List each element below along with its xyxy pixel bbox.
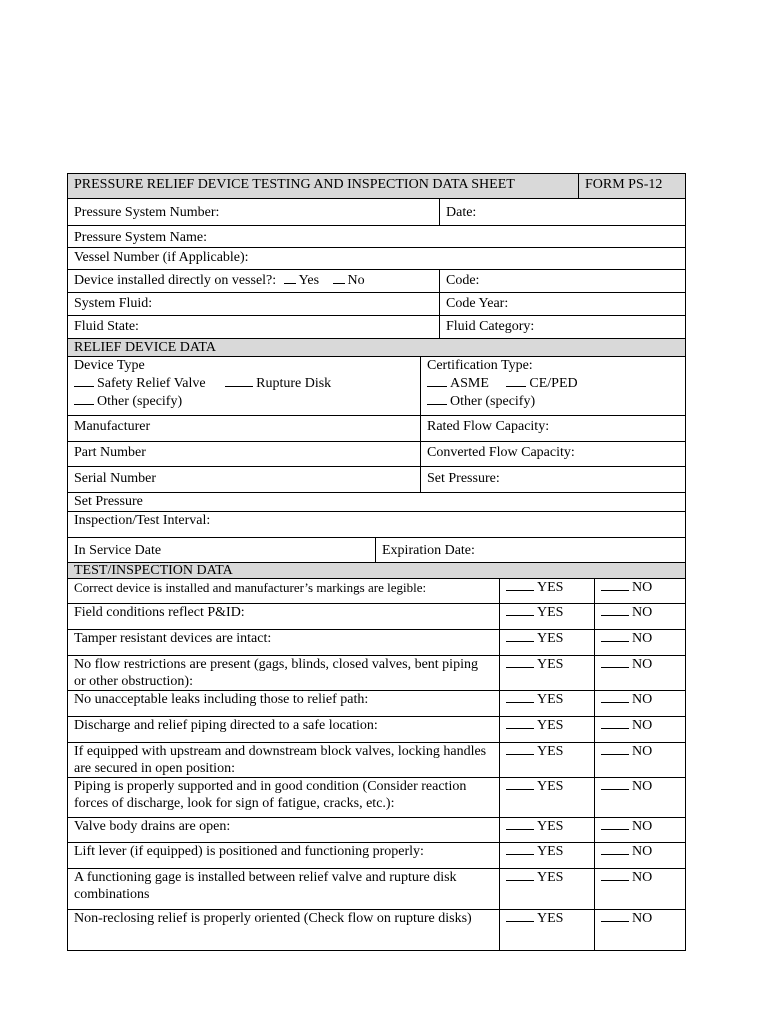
yes-checkbox[interactable] (499, 691, 594, 716)
no-answer-label: NO (632, 580, 653, 595)
no-answer-blank[interactable] (601, 879, 629, 881)
converted-flow-field[interactable]: Converted Flow Capacity: (420, 442, 685, 466)
serial-number-row (67, 467, 686, 493)
test-item-row (67, 604, 686, 630)
test-section-header (67, 563, 686, 579)
manufacturer-row (67, 416, 686, 442)
test-item-row (67, 818, 686, 843)
test-item-row (67, 778, 686, 818)
safety-relief-valve-option: Safety Relief Valve (97, 376, 206, 391)
yes-answer-label: YES (537, 779, 564, 794)
no-option: No (347, 273, 365, 288)
yes-answer-blank[interactable] (506, 753, 534, 755)
yes-checkbox[interactable] (499, 717, 594, 742)
no-answer-blank[interactable] (601, 853, 629, 855)
test-item-row (67, 843, 686, 869)
rupture-disk-blank[interactable] (225, 385, 253, 387)
test-item-row (67, 910, 686, 951)
yes-answer-blank[interactable] (506, 640, 534, 642)
device-type-label: Device Type (74, 358, 145, 373)
no-checkbox[interactable] (594, 743, 685, 777)
test-item-row (67, 717, 686, 743)
other-type-blank[interactable] (74, 403, 94, 405)
yes-checkbox[interactable] (499, 910, 594, 950)
yes-answer-blank[interactable] (506, 727, 534, 729)
test-item-row (67, 691, 686, 717)
test-section-title: TEST/INSPECTION DATA (74, 563, 233, 578)
test-item-row (67, 869, 686, 910)
manufacturer-field[interactable]: Manufacturer (74, 419, 151, 434)
ce-ped-blank[interactable] (506, 385, 526, 387)
fluid-state-row (67, 316, 686, 339)
no-answer-blank[interactable] (601, 727, 629, 729)
vessel-number-field[interactable]: Vessel Number (if Applicable): (74, 250, 249, 265)
yes-answer-label: YES (537, 580, 564, 595)
inspection-form (67, 173, 686, 951)
yes-option: Yes (298, 273, 320, 288)
test-item-text: Lift lever (if equipped) is positioned and functioning properly: (74, 844, 424, 859)
no-answer-label: NO (632, 718, 653, 733)
yes-checkbox[interactable] (499, 869, 594, 909)
rupture-disk-option: Rupture Disk (256, 376, 332, 391)
no-blank[interactable] (333, 282, 345, 284)
part-number-row (67, 442, 686, 467)
yes-answer-label: YES (537, 718, 564, 733)
no-checkbox[interactable] (594, 843, 685, 868)
form-title: PRESSURE RELIEF DEVICE TESTING AND INSPECTION DATA SHEET (74, 177, 515, 192)
set-pressure-field[interactable]: Set Pressure (74, 494, 143, 509)
asme-option: ASME (450, 376, 489, 391)
no-answer-blank[interactable] (601, 788, 629, 790)
no-answer-blank[interactable] (601, 701, 629, 703)
no-checkbox[interactable] (594, 910, 685, 950)
no-answer-blank[interactable] (601, 614, 629, 616)
ce-ped-option: CE/PED (529, 376, 578, 391)
no-answer-blank[interactable] (601, 640, 629, 642)
test-item-text: Valve body drains are open: (74, 819, 231, 834)
fluid-state-field[interactable]: Fluid State: (74, 319, 139, 334)
installed-on-vessel-field (68, 270, 439, 292)
yes-answer-label: YES (537, 870, 564, 885)
no-checkbox[interactable] (594, 579, 685, 603)
device-type-row (67, 357, 686, 416)
no-checkbox[interactable] (594, 604, 685, 629)
code-year-field[interactable]: Code Year: (439, 293, 685, 315)
system-name-field[interactable]: Pressure System Name: (74, 230, 207, 245)
in-service-date-field[interactable]: In Service Date (74, 543, 162, 558)
no-answer-label: NO (632, 631, 653, 646)
no-answer-label: NO (632, 844, 653, 859)
date-field[interactable]: Date: (439, 199, 685, 225)
certification-type-label: Certification Type: (427, 358, 533, 373)
serial-number-field[interactable]: Serial Number (74, 471, 157, 486)
expiration-date-field[interactable]: Expiration Date: (375, 538, 685, 562)
other-cert-option: Other (specify) (450, 394, 536, 409)
form-number: FORM PS-12 (578, 174, 685, 198)
yes-checkbox[interactable] (499, 818, 594, 842)
test-item-text: A functioning gage is installed between relief valve and rupture disk combinations (74, 870, 457, 902)
system-fluid-field[interactable]: System Fluid: (74, 296, 153, 311)
no-answer-label: NO (632, 911, 653, 926)
test-item-text: Discharge and relief piping directed to a safe location: (74, 718, 378, 733)
code-field[interactable]: Code: (439, 270, 685, 292)
no-answer-label: NO (632, 692, 653, 707)
title-row (67, 173, 686, 199)
yes-answer-label: YES (537, 744, 564, 759)
test-items-list (67, 579, 686, 951)
no-checkbox[interactable] (594, 818, 685, 842)
yes-answer-label: YES (537, 692, 564, 707)
certification-type-field (420, 357, 685, 415)
test-item-text: Non-reclosing relief is properly oriented (Check flow on rupture disks) (74, 911, 472, 926)
no-answer-blank[interactable] (601, 828, 629, 830)
no-answer-label: NO (632, 605, 653, 620)
no-answer-label: NO (632, 870, 653, 885)
no-answer-blank[interactable] (601, 753, 629, 755)
no-checkbox[interactable] (594, 656, 685, 690)
no-answer-blank[interactable] (601, 920, 629, 922)
no-checkbox[interactable] (594, 869, 685, 909)
yes-answer-blank[interactable] (506, 828, 534, 830)
yes-answer-label: YES (537, 657, 564, 672)
other-type-option: Other (specify) (97, 394, 183, 409)
yes-answer-blank[interactable] (506, 879, 534, 881)
no-answer-label: NO (632, 779, 653, 794)
installed-question: Device installed directly on vessel?: (74, 273, 277, 288)
yes-answer-label: YES (537, 605, 564, 620)
set-pressure-right-field[interactable]: Set Pressure: (420, 467, 685, 492)
no-checkbox[interactable] (594, 717, 685, 742)
yes-checkbox[interactable] (499, 843, 594, 868)
yes-answer-label: YES (537, 911, 564, 926)
yes-answer-blank[interactable] (506, 614, 534, 616)
set-pressure-row (67, 493, 686, 512)
no-answer-blank[interactable] (601, 589, 629, 591)
installed-row (67, 270, 686, 293)
relief-section-header (67, 339, 686, 357)
no-checkbox[interactable] (594, 691, 685, 716)
yes-answer-blank[interactable] (506, 853, 534, 855)
yes-checkbox[interactable] (499, 604, 594, 629)
no-checkbox[interactable] (594, 630, 685, 655)
interval-row (67, 512, 686, 538)
yes-answer-blank[interactable] (506, 701, 534, 703)
test-item-text: No flow restrictions are present (gags, blinds, closed valves, bent piping or other obstruction): (74, 657, 478, 689)
test-item-row (67, 579, 686, 604)
fluid-category-field[interactable]: Fluid Category: (439, 316, 685, 338)
test-item-row (67, 656, 686, 691)
interval-field[interactable]: Inspection/Test Interval: (74, 513, 211, 528)
yes-answer-blank[interactable] (506, 666, 534, 668)
no-answer-label: NO (632, 744, 653, 759)
yes-checkbox[interactable] (499, 579, 594, 603)
yes-answer-blank[interactable] (506, 589, 534, 591)
yes-checkbox[interactable] (499, 778, 594, 817)
yes-answer-label: YES (537, 819, 564, 834)
system-fluid-row (67, 293, 686, 316)
test-item-text: Piping is properly supported and in good condition (Consider reaction forces of discharge, look for sign of fatigue, cracks, etc.): (74, 779, 467, 811)
test-item-text: Field conditions reflect P&ID: (74, 605, 245, 620)
service-date-row (67, 538, 686, 563)
no-answer-blank[interactable] (601, 666, 629, 668)
relief-section-title: RELIEF DEVICE DATA (74, 340, 216, 355)
yes-checkbox[interactable] (499, 630, 594, 655)
test-item-text: Tamper resistant devices are intact: (74, 631, 272, 646)
other-cert-blank[interactable] (427, 403, 447, 405)
test-item-row (67, 630, 686, 656)
system-number-field[interactable]: Pressure System Number: (74, 205, 220, 220)
test-item-row (67, 743, 686, 778)
safety-relief-valve-blank[interactable] (74, 385, 94, 387)
test-item-text: If equipped with upstream and downstream block valves, locking handles are secured in open position: (74, 744, 487, 776)
system-name-row (67, 226, 686, 248)
asme-blank[interactable] (427, 385, 447, 387)
no-answer-label: NO (632, 657, 653, 672)
device-type-field (68, 357, 420, 415)
no-checkbox[interactable] (594, 778, 685, 817)
yes-answer-label: YES (537, 631, 564, 646)
yes-checkbox[interactable] (499, 656, 594, 690)
yes-answer-blank[interactable] (506, 788, 534, 790)
vessel-number-row (67, 248, 686, 270)
test-item-text: No unacceptable leaks including those to relief path: (74, 692, 369, 707)
yes-blank[interactable] (284, 282, 296, 284)
yes-answer-blank[interactable] (506, 920, 534, 922)
yes-answer-label: YES (537, 844, 564, 859)
yes-checkbox[interactable] (499, 743, 594, 777)
system-number-row (67, 199, 686, 226)
no-answer-label: NO (632, 819, 653, 834)
test-item-text: Correct device is installed and manufacturer’s markings are legible: (74, 580, 427, 595)
rated-flow-field[interactable]: Rated Flow Capacity: (420, 416, 685, 441)
part-number-field[interactable]: Part Number (74, 445, 146, 460)
